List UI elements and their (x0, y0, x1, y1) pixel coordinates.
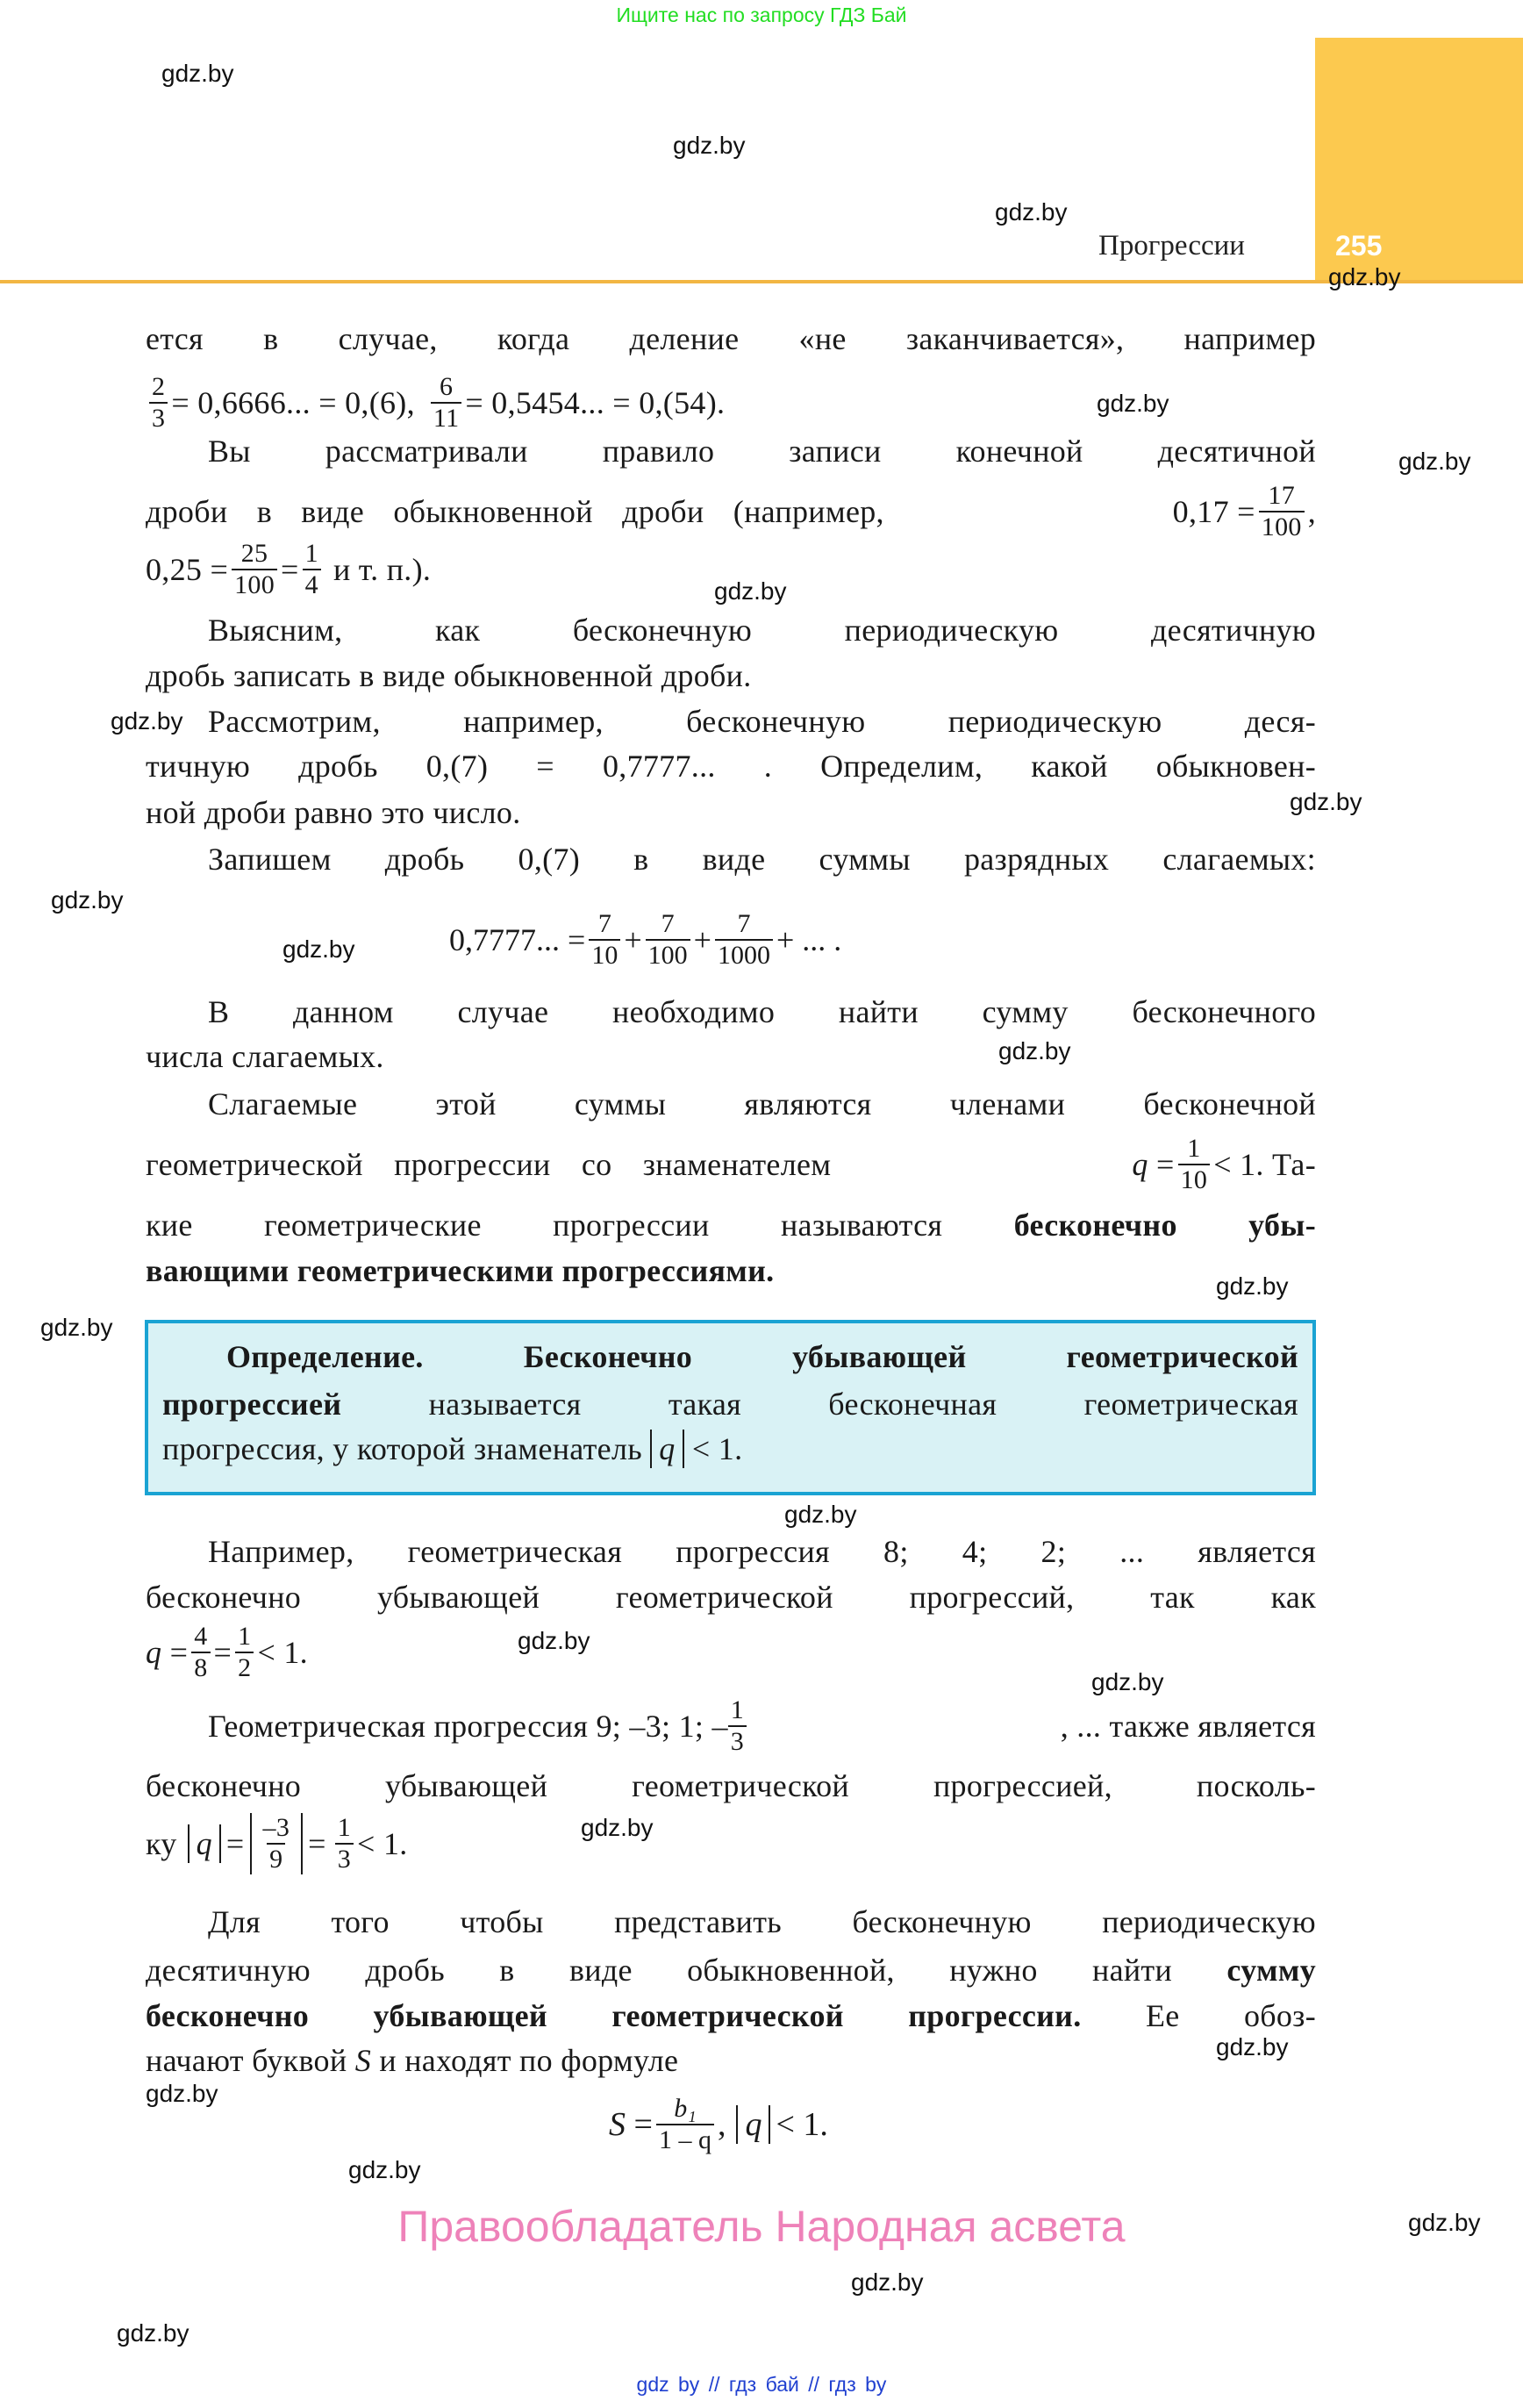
definition-line: прогрессией называется такая бесконечная геометрическая (162, 1387, 1298, 1422)
math-line: дроби в виде обыкновенной дроби (например, 0,17 = $\frac{17}{100}$ , (146, 481, 1316, 541)
text-line: Запишем дробь 0,(7) в виде суммы разрядных слагаемых: (208, 842, 1316, 877)
math-line: q = $\frac{4}{8}$ = $\frac{1}{2}$ < 1. (146, 1622, 308, 1682)
search-banner: Ищите нас по запросу ГДЗ Бай (616, 4, 907, 26)
watermark: gdz.by (1091, 1668, 1164, 1695)
text-line: бесконечно убывающей геометрической прогрессий, так как (146, 1580, 1316, 1615)
text-line: дробь записать в виде обыкновенной дроби. (146, 658, 752, 693)
definition-line: Определение. Бесконечно убывающей геометрической (226, 1339, 1298, 1374)
fraction: $\frac{7}{10}$ (589, 909, 620, 971)
fraction: $\frac{1}{3}$ (728, 1695, 747, 1757)
watermark: gdz.by (161, 60, 234, 87)
watermark: gdz.by (581, 1814, 654, 1841)
watermark: gdz.by (1216, 2033, 1289, 2060)
math-line: 0,25 = $\frac{25}{100}$ = $\frac{1}{4}$ и т. п.). (146, 539, 432, 599)
watermark: gdz.by (1398, 448, 1471, 475)
watermark: gdz.by (518, 1627, 590, 1654)
watermark: gdz.by (673, 132, 746, 159)
watermark: gdz.by (1290, 788, 1362, 815)
fraction: $\frac{7}{100}$ (646, 909, 690, 971)
definition-line: прогрессия, у которой знаменатель q < 1. (162, 1431, 743, 1466)
sum-formula-infinite: S = $\frac{\text{b₁}}{1 - q}$ , q < 1. (609, 2094, 828, 2154)
math-line: Геометрическая прогрессия 9; –3; 1; – $\frac{1}{3}$ , ... также является (208, 1695, 1316, 1756)
watermark: gdz.by (1097, 390, 1169, 417)
watermark: gdz.by (995, 198, 1068, 226)
watermark: gdz.by (1408, 2209, 1481, 2236)
text-line: Вы рассматривали правило записи конечной десятичной (208, 434, 1316, 469)
watermark: gdz.by (111, 707, 183, 735)
watermark: gdz.by (146, 2080, 218, 2107)
watermark: gdz.by (1328, 263, 1401, 290)
watermark: gdz.by (784, 1501, 857, 1528)
watermark: gdz.by (998, 1037, 1071, 1064)
math-line: геометрической прогрессии со знаменателем q = $\frac{1}{10}$ < 1. Та- (146, 1134, 1316, 1194)
text-line: десятичную дробь в виде обыкновенной, нужно найти сумму (146, 1953, 1316, 1988)
fraction: $\frac{1}{4}$ (303, 539, 321, 600)
sum-formula: 0,7777... = $\frac{7}{10}$ + $\frac{7}{100}$ + $\frac{7}{1000}$ + ... . (449, 909, 842, 970)
text-line: Для того чтобы представить бесконечную периодическую (208, 1904, 1316, 1939)
text-line: Выясним, как бесконечную периодическую десятичную (208, 613, 1316, 648)
text-line: бесконечно убывающей геометрической прогрессии. Ее обоз- (146, 1998, 1316, 2033)
watermark: gdz.by (282, 935, 355, 963)
fraction: $\frac{-3}{9}$ (262, 1813, 290, 1874)
fraction: $\frac{1}{2}$ (235, 1622, 254, 1683)
text-line: начают буквой S и находят по формуле (146, 2043, 679, 2078)
watermark: gdz.by (40, 1314, 113, 1341)
text-line: Например, геометрическая прогрессия 8; 4; 2; ... является (208, 1534, 1316, 1569)
text-line: ется в случае, когда деление «не заканчивается», например (146, 321, 1316, 356)
text-line: бесконечно убывающей геометрической прогрессией, посколь- (146, 1768, 1316, 1803)
watermark: gdz.by (1216, 1272, 1289, 1300)
text-line: Рассмотрим, например, бесконечную периодическую деся- (208, 704, 1316, 739)
fraction: $\frac{4}{8}$ (191, 1622, 210, 1683)
fraction: $\frac{\text{b₁}}{1 - q}$ (656, 2094, 714, 2155)
text-line: В данном случае необходимо найти сумму бесконечного (208, 994, 1316, 1029)
header-rule (0, 280, 1523, 283)
watermark: gdz.by (348, 2156, 421, 2183)
watermark: gdz.by (51, 886, 124, 914)
fraction: $\frac{7}{1000}$ (715, 909, 773, 971)
fraction: $\frac{6}{11}$ (431, 372, 462, 434)
text-line: Слагаемые этой суммы являются членами бесконечной (208, 1086, 1316, 1122)
text-line: ной дроби равно это число. (146, 795, 521, 830)
text-line: числа слагаемых. (146, 1039, 384, 1074)
fraction: $\frac{1}{3}$ (335, 1813, 354, 1874)
text-line: кие геометрические прогрессии называются бесконечно убы- (146, 1208, 1316, 1243)
watermark: gdz.by (851, 2268, 924, 2296)
fraction: $\frac{25}{100}$ (232, 539, 277, 600)
fraction: $\frac{1}{10}$ (1178, 1134, 1211, 1195)
copyright-notice: Правообладатель Народная асвета (397, 2202, 1126, 2251)
footer-links[interactable]: gdz by // гдз бай // гдз by (636, 2373, 887, 2396)
watermark: gdz.by (714, 577, 787, 605)
page-number: 255 (1335, 230, 1383, 262)
text-line: тичную дробь 0,(7) = 0,7777... . Определим, какой обыкновен- (146, 749, 1316, 784)
watermark: gdz.by (117, 2319, 189, 2347)
math-line: ку q = $\frac{-3}{9}$ = $\frac{1}{3}$ < 1. (146, 1813, 408, 1874)
decimal-examples: $\frac{2}{3}$ = 0,6666... = 0,(6), $\frac{6}{11}$ = 0,5454... = 0,(54). (146, 372, 1316, 434)
fraction: $\frac{17}{100}$ (1259, 481, 1305, 542)
running-title: Прогрессии (1098, 230, 1245, 262)
text-line: вающими геометрическими прогрессиями. (146, 1253, 775, 1288)
fraction: $\frac{2}{3}$ (149, 372, 168, 434)
